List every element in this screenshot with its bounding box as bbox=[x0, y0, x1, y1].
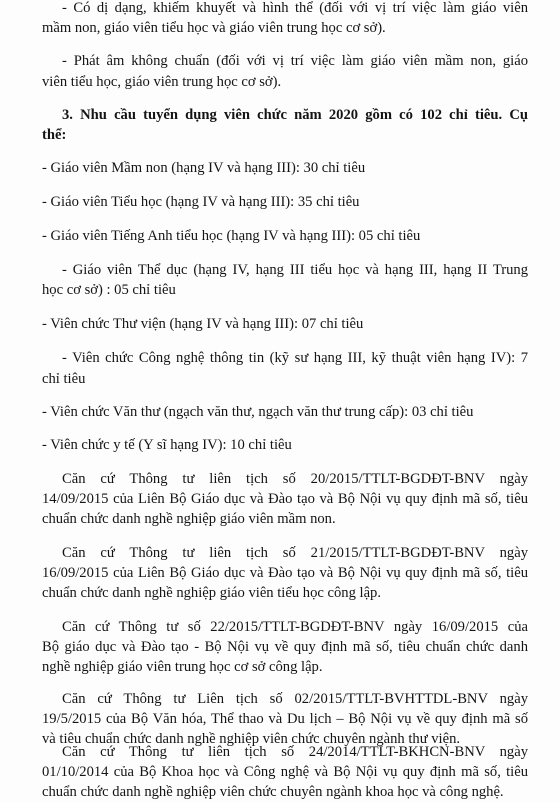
list-item-text: chỉ tiêu bbox=[42, 371, 86, 387]
list-item-text: - Viên chức Thư viện (hạng IV và hạng III): 07 chỉ tiêu bbox=[42, 316, 364, 332]
section-heading bbox=[62, 107, 528, 124]
list-item bbox=[42, 282, 176, 299]
list-item bbox=[42, 194, 359, 211]
basis-paragraph bbox=[62, 744, 528, 761]
basis-paragraph bbox=[42, 639, 528, 656]
basis-paragraph bbox=[42, 565, 528, 582]
list-item-text: học cơ sở) : 05 chỉ tiêu bbox=[42, 282, 176, 298]
basis-paragraph bbox=[42, 659, 323, 676]
list-item-text: - Giáo viên Tiểu học (hạng IV và hạng III): 35 chỉ tiêu bbox=[42, 194, 360, 210]
basis-line: 01/10/2014 của Bộ Khoa học và Công nghệ và Bộ Nội vụ quy định mã số, tiêu bbox=[42, 764, 528, 780]
text-line bbox=[42, 74, 281, 91]
basis-paragraph bbox=[62, 471, 528, 488]
list-item bbox=[42, 160, 365, 177]
list-item-text: - Viên chức Công nghệ thông tin (kỹ sư hạng III, kỹ thuật viên hạng IV): 7 bbox=[62, 350, 528, 366]
text-line bbox=[42, 20, 386, 37]
list-item-text: - Giáo viên Thể dục (hạng IV, hạng III tiểu học và hạng III, hạng II Trung bbox=[62, 262, 528, 278]
list-item-text: - Giáo viên Mầm non (hạng IV và hạng III): 30 chỉ tiêu bbox=[42, 160, 366, 176]
basis-line: Căn cứ Thông tư số 22/2015/TTLT-BGDĐT-BNV ngày 16/09/2015 của bbox=[62, 619, 528, 635]
list-item-text: - Giáo viên Tiếng Anh tiểu học (hạng IV và hạng III): 05 chỉ tiêu bbox=[42, 228, 421, 244]
list-item bbox=[42, 228, 420, 245]
list-item-text: - Viên chức Văn thư (ngạch văn thư, ngạch văn thư trung cấp): 03 chỉ tiêu bbox=[42, 404, 474, 420]
basis-line: chuẩn chức danh nghề nghiệp giáo viên mầm non. bbox=[42, 511, 336, 527]
basis-line: chuẩn chức danh nghề nghiệp giáo viên tiểu học công lập. bbox=[42, 585, 381, 601]
basis-paragraph bbox=[42, 491, 528, 508]
list-item bbox=[42, 371, 85, 388]
basis-paragraph bbox=[62, 619, 528, 636]
basis-paragraph bbox=[42, 711, 528, 728]
list-item bbox=[62, 262, 528, 279]
list-item bbox=[42, 437, 292, 454]
heading-line: 3. Nhu cầu tuyển dụng viên chức năm 2020 gồm có 102 chỉ tiêu. Cụ bbox=[62, 107, 528, 123]
basis-line: 14/09/2015 của Liên Bộ Giáo dục và Đào tạo và Bộ Nội vụ quy định mã số, tiêu bbox=[42, 491, 528, 507]
heading-line: thể: bbox=[42, 127, 67, 143]
basis-line: 19/5/2015 của Bộ Văn hóa, Thể thao và Du lịch – Bộ Nội vụ về quy định mã số bbox=[42, 711, 528, 727]
basis-line: Căn cứ Thông tư liên tịch số 21/2015/TTLT-BGDĐT-BNV ngày bbox=[62, 545, 528, 561]
paragraph-line: viên tiểu học, giáo viên trung học cơ sở). bbox=[42, 74, 282, 90]
text-line bbox=[62, 53, 528, 70]
list-item bbox=[42, 404, 473, 421]
paragraph-line: - Có dị dạng, khiếm khuyết và hình thể (đối với vị trí việc làm giáo viên bbox=[62, 0, 528, 16]
section-heading bbox=[42, 127, 66, 144]
list-item bbox=[62, 350, 528, 367]
basis-paragraph bbox=[42, 784, 504, 801]
list-item bbox=[42, 316, 363, 333]
basis-paragraph bbox=[42, 511, 336, 528]
basis-line: Căn cứ Thông tư liên tịch số 24/2014/TTLT-BKHCN-BNV ngày bbox=[62, 744, 528, 760]
paragraph-line: mầm non, giáo viên tiểu học và giáo viên trung học cơ sở). bbox=[42, 20, 386, 36]
basis-line: 16/09/2015 của Liên Bộ Giáo dục và Đào tạo và Bộ Nội vụ quy định mã số, tiêu bbox=[42, 565, 528, 581]
text-line bbox=[62, 0, 528, 17]
basis-line: Căn cứ Thông tư Liên tịch số 02/2015/TTLT-BVHTTDL-BNV ngày bbox=[62, 691, 528, 707]
basis-paragraph bbox=[42, 764, 528, 781]
basis-line: nghề nghiệp giáo viên trung học cơ sở công lập. bbox=[42, 659, 323, 675]
basis-paragraph bbox=[42, 585, 381, 602]
basis-paragraph bbox=[62, 691, 528, 708]
list-item-text: - Viên chức y tế (Y sĩ hạng IV): 10 chỉ tiêu bbox=[42, 437, 292, 453]
basis-line: Căn cứ Thông tư liên tịch số 20/2015/TTLT-BGDĐT-BNV ngày bbox=[62, 471, 528, 487]
basis-paragraph bbox=[62, 545, 528, 562]
basis-line: và tiêu chuẩn chức danh nghề nghiệp viên chức chuyên ngành thư viện. bbox=[42, 731, 461, 747]
basis-line: chuẩn chức danh nghề nghiệp viên chức chuyên ngành khoa học và công nghệ. bbox=[42, 784, 504, 800]
basis-line: Bộ giáo dục và Đào tạo - Bộ Nội vụ về quy định mã số, tiêu chuẩn chức danh bbox=[42, 639, 528, 655]
paragraph-line: - Phát âm không chuẩn (đối với vị trí việc làm giáo viên mầm non, giáo bbox=[62, 53, 528, 69]
